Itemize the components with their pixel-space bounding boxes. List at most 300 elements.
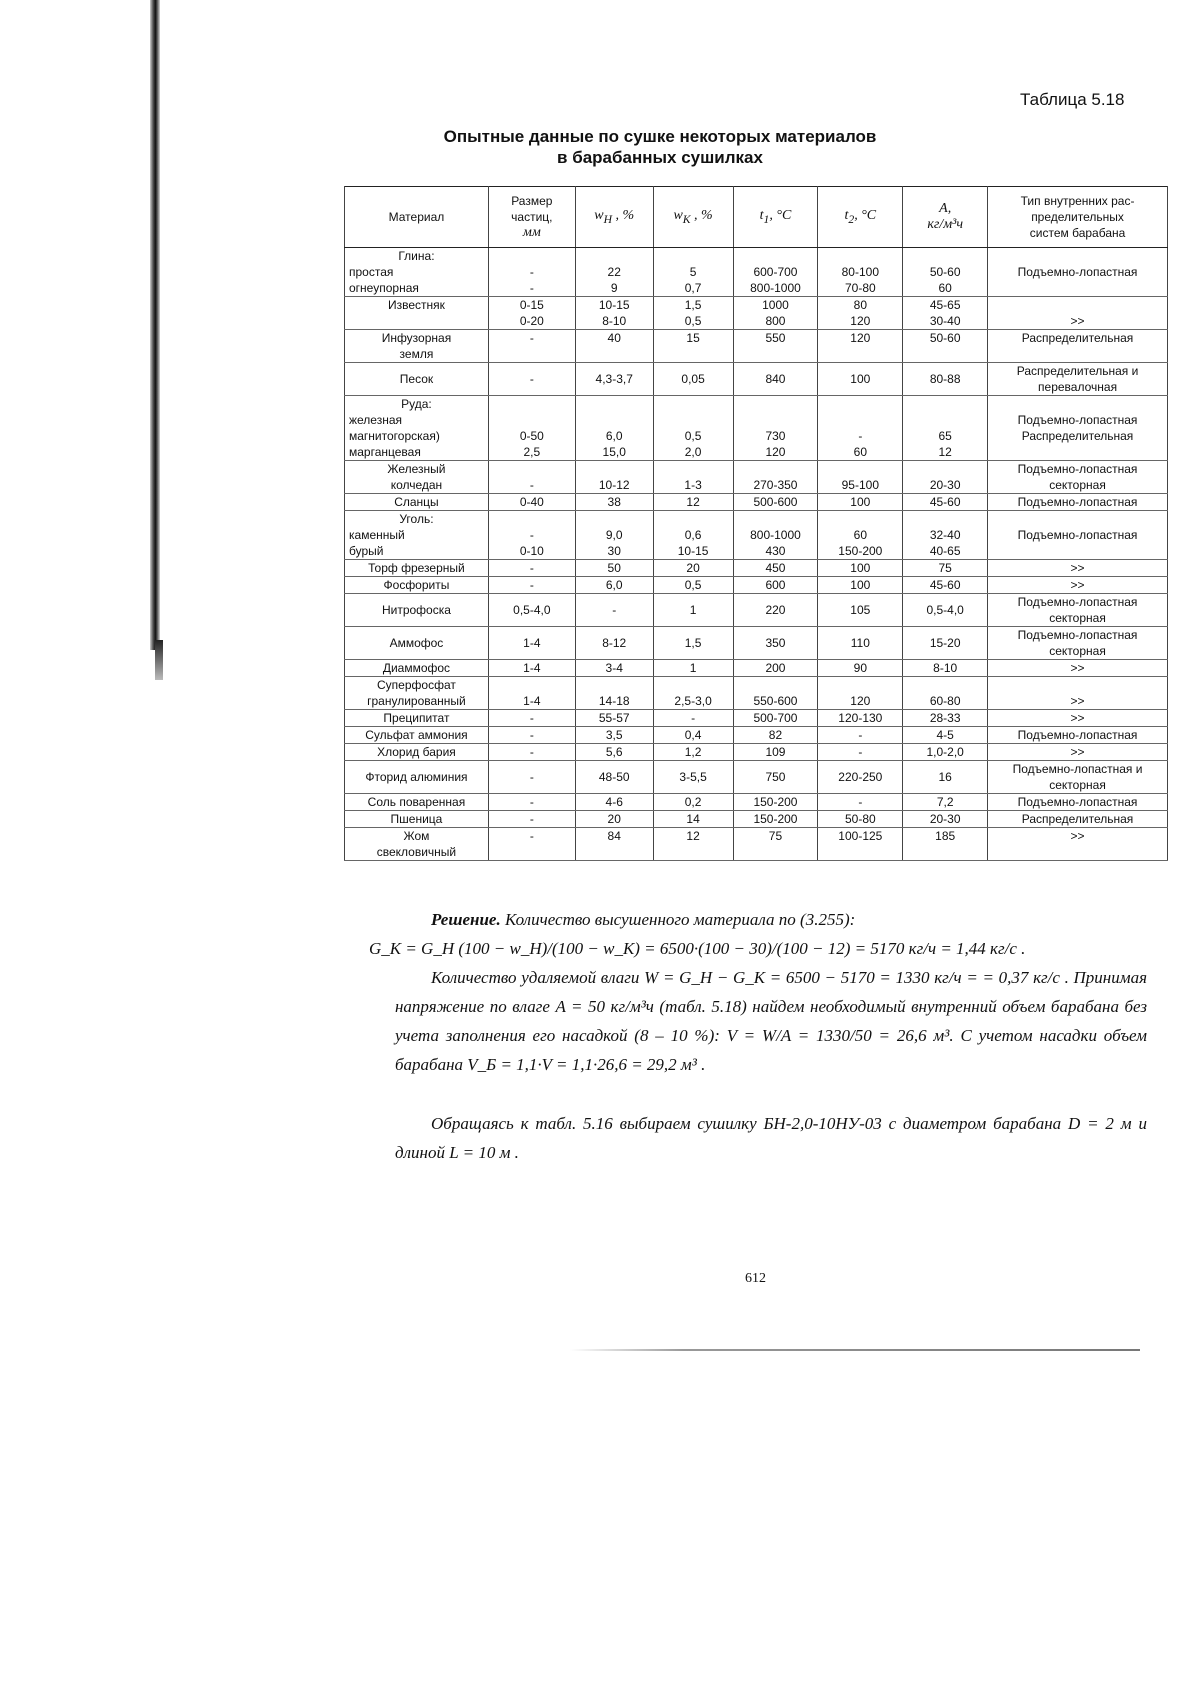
cell-particle-size [488,660,575,677]
cell-line: земля [399,347,434,361]
cell-line: 80 [853,298,867,312]
cell-particle-size [488,627,575,660]
cell-line: 0-15 [519,298,544,312]
cell-line: - [858,429,863,443]
cell-wk [653,660,733,677]
cell-t2 [818,363,903,396]
cell-line [736,346,816,362]
cell-t2 [818,248,903,297]
cell-line: Сланцы [394,495,439,509]
cell-line: 1,0-2,0 [926,745,964,759]
table-row [345,248,1168,297]
cell-material [345,811,489,828]
cell-t1 [733,727,818,744]
cell-line [820,461,900,477]
cell-wk [653,761,733,794]
cell-line [990,248,1165,264]
cell-wn [575,794,653,811]
cell-line: Нитрофоска [381,603,451,617]
cell-line [736,412,816,428]
cell-line: колчедан [390,478,443,492]
cell-line: 38 [607,495,621,509]
cell-line [656,396,731,412]
table-row [345,396,1168,461]
cell-line: - [529,331,534,345]
cell-line [820,677,900,693]
cell-line [736,511,816,527]
cell-t2 [818,828,903,861]
cell-line: - [529,265,534,279]
cell-line: 100 [850,561,871,575]
cell-wk [653,794,733,811]
cell-line: 0-10 [519,544,544,558]
cell-wk [653,511,733,560]
cell-line: 109 [765,745,786,759]
cell-wn [575,710,653,727]
cell-particle-size [488,560,575,577]
cell-t1 [733,363,818,396]
cell-line: простая [349,265,394,279]
cell-material [345,727,489,744]
cell-line: 550 [765,331,786,345]
cell-wn [575,828,653,861]
cell-wn [575,560,653,577]
table-row [345,297,1168,330]
cell-line: 2,0 [684,445,702,459]
cell-line: Подъемно-лопастная [1017,495,1138,509]
table-title-line-1: Опытные данные по сушке некоторых материалов [443,127,877,146]
cell-line [491,346,573,362]
cell-line: 60-80 [929,694,961,708]
cell-line: 100 [850,372,871,386]
cell-line [990,396,1165,412]
cell-line [491,396,573,412]
cell-line: Подъемно-лопастная [1017,528,1138,542]
cell-line [656,346,731,362]
cell-t2 [818,710,903,727]
cell-line: 800-1000 [750,281,801,295]
cell-t1 [733,396,818,461]
cell-a [903,594,988,627]
cell-line: - [529,728,534,742]
cell-line: 90 [853,661,867,675]
cell-line [656,677,731,693]
cell-material [345,710,489,727]
cell-line: Суперфосфат [377,678,456,692]
cell-line: 14 [686,812,700,826]
cell-line: - [529,478,534,492]
cell-wk [653,744,733,761]
book-spine-shadow [150,0,160,650]
cell-line: перевалочная [1038,380,1118,394]
cell-line: железная [349,413,403,427]
header-wk: $w_К$ , % [653,187,733,248]
cell-wn [575,627,653,660]
cell-t1 [733,330,818,363]
cell-particle-size [488,794,575,811]
cell-line: 32-40 [929,528,961,542]
table-row [345,511,1168,560]
cell-line: 0,5-4,0 [926,603,964,617]
cell-particle-size [488,761,575,794]
header-system-type: Тип внутренних рас- пределительных систем барабана [988,187,1168,248]
cell-line [905,346,985,362]
cell-wk [653,828,733,861]
cell-line [491,412,573,428]
cell-line [990,346,1165,362]
cell-t1 [733,248,818,297]
cell-line: 45-60 [929,495,961,509]
cell-t1 [733,677,818,710]
cell-line: 220-250 [838,770,883,784]
cell-line [736,396,816,412]
table-row [345,461,1168,494]
cell-wn [575,396,653,461]
cell-line: - [858,728,863,742]
cell-t1 [733,744,818,761]
cell-material [345,461,489,494]
cell-line: 48-50 [598,770,630,784]
cell-line [820,511,900,527]
cell-material [345,761,489,794]
cell-line: 1 [689,661,697,675]
cell-line: Песок [399,372,434,386]
cell-material [345,577,489,594]
cell-line: 200 [765,661,786,675]
cell-wk [653,248,733,297]
drying-data-table [344,186,1168,861]
cell-system-type [988,577,1168,594]
cell-line: 0,4 [684,728,702,742]
cell-particle-size [488,248,575,297]
cell-line: 500-600 [753,495,798,509]
cell-line: Фосфориты [383,578,450,592]
cell-particle-size [488,297,575,330]
header-t2: $t_2$, °C [818,187,903,248]
table-row [345,710,1168,727]
cell-line: 100 [850,578,871,592]
cell-line: 65 [938,429,952,443]
cell-line: 120-130 [838,711,883,725]
cell-line: 60 [938,281,952,295]
cell-line [578,511,651,527]
cell-line: 0,6 [684,528,702,542]
cell-line: 0,05 [681,372,705,386]
cell-system-type [988,363,1168,396]
cell-line: >> [1070,711,1085,725]
cell-line: 0,7 [684,281,702,295]
cell-particle-size [488,710,575,727]
cell-line: 110 [850,636,870,650]
cell-a [903,248,988,297]
cell-line [736,677,816,693]
cell-material [345,330,489,363]
cell-line: 0,2 [684,795,702,809]
cell-line: 30 [607,544,621,558]
cell-line: 10-15 [598,298,630,312]
table-header [345,187,1168,248]
cell-t2 [818,494,903,511]
cell-line: 50-60 [929,331,961,345]
cell-line: 20 [686,561,700,575]
cell-line: 840 [765,372,786,386]
cell-particle-size [488,494,575,511]
solution-paragraph-2: Количество удаляемой влаги W = G_Н − G_К = 6500 − 5170 = 1330 кг/ч = = 0,37 кг/с . Принимая напряжение по влаге A = 50 кг/м³ч (табл. 5.18) найдем необходимый внутренний объем барабана без учета заполнения его насадкой (8 – 10 %): V = W/A = 1330/50 = 26,6 м³. С учетом насадки объем барабана V_Б = 1,1·V = 1,1·26,6 = 29,2 м³ . [395,968,1147,1074]
cell-material [345,297,489,330]
cell-line [578,844,651,860]
cell-a [903,461,988,494]
cell-line [905,511,985,527]
cell-line: Руда: [401,397,432,411]
cell-line: 120 [850,314,871,328]
cell-line: 45-60 [929,578,961,592]
cell-material [345,511,489,560]
cell-line: Распределительная [1021,429,1134,443]
solution-paragraph-1 [369,905,1147,963]
table-title-line-2: в барабанных сушилках [557,148,763,167]
cell-line: - [529,372,534,386]
table-row [345,494,1168,511]
cell-line: 1-3 [684,478,702,492]
cell-line [656,248,731,264]
cell-line: огнеупорная [349,281,419,295]
cell-line: 15 [686,331,700,345]
table-row [345,761,1168,794]
cell-system-type [988,677,1168,710]
cell-line: Хлорид бария [377,745,456,759]
cell-line: 15-20 [929,636,961,650]
table-row [345,811,1168,828]
cell-t2 [818,594,903,627]
cell-system-type [988,794,1168,811]
cell-a [903,811,988,828]
page-number: 612 [745,1271,766,1286]
cell-line: 16 [938,770,952,784]
cell-wn [575,248,653,297]
cell-line [905,396,985,412]
cell-line: 0-50 [519,429,544,443]
cell-line: 8-10 [602,314,627,328]
cell-line: 100 [850,495,871,509]
cell-wn [575,744,653,761]
cell-system-type [988,248,1168,297]
cell-line: 70-80 [844,281,876,295]
cell-line: >> [1070,829,1085,843]
cell-line: Фторид алюминия [365,770,468,784]
cell-t2 [818,627,903,660]
cell-wk [653,577,733,594]
table-row [345,744,1168,761]
cell-wk [653,297,733,330]
cell-material [345,828,489,861]
cell-line [578,461,651,477]
cell-line: 30-40 [929,314,961,328]
table-row [345,727,1168,744]
cell-line: - [529,795,534,809]
cell-line: Преципитат [383,711,450,725]
cell-line [491,248,573,264]
cell-line [990,280,1165,296]
cell-line: 20-30 [929,812,961,826]
cell-line [578,248,651,264]
cell-line: 5,6 [605,745,623,759]
cell-material [345,494,489,511]
cell-line: 8-10 [933,661,958,675]
cell-line [905,844,985,860]
cell-particle-size [488,727,575,744]
cell-line [347,313,486,329]
cell-line [820,396,900,412]
cell-line: 1000 [762,298,789,312]
cell-line [820,346,900,362]
cell-a [903,511,988,560]
cell-line: 800 [765,314,786,328]
cell-line: 20 [607,812,621,826]
cell-system-type [988,396,1168,461]
cell-particle-size [488,577,575,594]
cell-t2 [818,511,903,560]
cell-system-type [988,594,1168,627]
cell-line: Пшеница [390,812,443,826]
cell-line [656,412,731,428]
cell-material [345,594,489,627]
cell-line: 270-350 [753,478,798,492]
cell-line: - [529,770,534,784]
cell-wk [653,594,733,627]
cell-line: Подъемно-лопастная [1017,265,1138,279]
cell-line: 220 [765,603,786,617]
cell-wk [653,627,733,660]
cell-t1 [733,594,818,627]
cell-line: - [691,711,696,725]
table-row [345,627,1168,660]
cell-line: 2,5-3,0 [674,694,712,708]
cell-particle-size [488,677,575,710]
cell-line: 10-12 [598,478,630,492]
cell-line: Распределительная [1021,812,1134,826]
cell-line: 150-200 [753,812,798,826]
cell-wn [575,677,653,710]
cell-a [903,627,988,660]
cell-line: >> [1070,314,1085,328]
cell-line: 12 [938,445,952,459]
cell-system-type [988,811,1168,828]
cell-line: 500-700 [753,711,798,725]
cell-line: 1,5 [684,298,702,312]
cell-wn [575,761,653,794]
cell-line: 4-5 [936,728,954,742]
cell-line [820,412,900,428]
cell-line: 6,0 [605,429,623,443]
cell-line [491,461,573,477]
cell-particle-size [488,744,575,761]
cell-wk [653,727,733,744]
solution-intro: Количество высушенного материала по (3.255): [504,910,856,929]
cell-line: - [858,745,863,759]
cell-system-type [988,330,1168,363]
cell-t2 [818,727,903,744]
cell-system-type [988,727,1168,744]
cell-line: 20-30 [929,478,961,492]
cell-line: >> [1070,561,1085,575]
cell-system-type [988,660,1168,677]
cell-t2 [818,677,903,710]
cell-line: секторная [1049,778,1106,792]
cell-line: 4,3-3,7 [595,372,633,386]
cell-material [345,677,489,710]
cell-wn [575,494,653,511]
cell-t2 [818,660,903,677]
cell-line: Торф фрезерный [368,561,465,575]
cell-system-type [988,297,1168,330]
book-spine-shadow-end [155,640,163,680]
cell-line: Подъемно-лопастная [1017,595,1138,609]
cell-a [903,297,988,330]
cell-system-type [988,761,1168,794]
cell-line: 0,5 [684,578,702,592]
cell-line: секторная [1049,611,1106,625]
cell-line [736,248,816,264]
cell-a [903,710,988,727]
cell-line: >> [1070,578,1085,592]
cell-line: 3-4 [605,661,623,675]
cell-wn [575,330,653,363]
cell-t2 [818,761,903,794]
cell-line: 550-600 [753,694,798,708]
scan-edge-line [570,1349,1140,1351]
cell-a [903,577,988,594]
cell-a [903,660,988,677]
cell-line: 10-15 [677,544,709,558]
cell-system-type [988,627,1168,660]
cell-wn [575,660,653,677]
cell-line [990,844,1165,860]
cell-particle-size [488,594,575,627]
solution-heading: Решение. [431,910,501,929]
cell-a [903,677,988,710]
cell-t1 [733,494,818,511]
cell-line: 4-6 [605,795,623,809]
table-row [345,560,1168,577]
header-t1: $t_1$, °C [733,187,818,248]
header-wn: $w_Н$ , % [575,187,653,248]
cell-line: >> [1070,661,1085,675]
cell-t1 [733,511,818,560]
cell-line: 1-4 [523,694,541,708]
cell-wk [653,363,733,396]
cell-t1 [733,577,818,594]
cell-line: 80-100 [841,265,879,279]
header-particle-size: Размер частиц, мм [488,187,575,248]
cell-line: Уголь: [399,512,434,526]
cell-wk [653,396,733,461]
cell-line: 45-65 [929,298,961,312]
cell-t1 [733,560,818,577]
cell-system-type [988,744,1168,761]
cell-t2 [818,744,903,761]
cell-system-type [988,511,1168,560]
cell-line: - [529,561,534,575]
cell-line: >> [1070,745,1085,759]
cell-line: свекловичный [376,845,457,859]
cell-line: Известняк [387,298,445,312]
cell-line: 75 [938,561,952,575]
cell-t2 [818,297,903,330]
cell-wk [653,811,733,828]
cell-line [578,412,651,428]
cell-particle-size [488,461,575,494]
table-row [345,677,1168,710]
